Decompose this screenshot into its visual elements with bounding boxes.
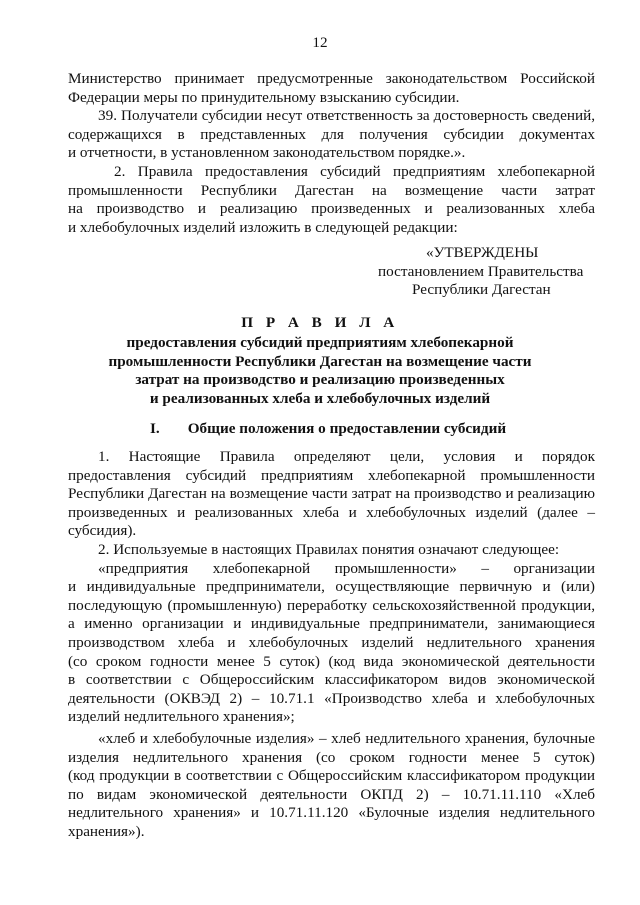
approval-block bbox=[376, 244, 596, 300]
clause-2-line: 2. Используемые в настоящих Правилах понятия означают следующее: bbox=[98, 540, 560, 558]
definition-1-line: производством хлеба и хлебобулочных изделий недлительного хранения bbox=[68, 633, 595, 651]
approval-line: постановлением Правительства bbox=[378, 262, 584, 280]
clause-1-line: субсидия). bbox=[68, 522, 137, 540]
approval-line: «УТВЕРЖДЕНЫ bbox=[426, 244, 539, 261]
section-number: I. bbox=[150, 420, 160, 437]
clause-39-line: содержащихся в представленных для получения субсидии документах bbox=[68, 125, 595, 143]
clause-1-line: произведенных и реализованных хлеба и хлебобулочных изделий (далее – bbox=[68, 503, 595, 521]
definition-2-line: недлительного хранения» и 10.71.11.120 «Булочные изделия недлительного bbox=[68, 804, 595, 822]
definition-2-line: хранения»). bbox=[68, 822, 145, 840]
intro-line: Министерство принимает предусмотренные законодательством Российской bbox=[68, 70, 595, 87]
rules-subtitle bbox=[0, 334, 640, 408]
rules-heading: П Р А В И Л А bbox=[241, 314, 399, 331]
clause-1-line: 1. Настоящие Правила определяют цели, условия и порядок bbox=[98, 448, 595, 465]
clause-1-line: Республики Дагестан на возмещение части затрат на производство и реализацию bbox=[68, 485, 595, 503]
rules-subtitle-line: промышленности Республики Дагестан на возмещение части bbox=[108, 352, 532, 370]
definition-2-line: изделия недлительного хранения (со сроком годности менее 5 суток) bbox=[68, 748, 595, 766]
page-number: 12 bbox=[312, 34, 328, 51]
item-2-line: и хлебобулочных изделий изложить в следующей редакции: bbox=[68, 218, 458, 236]
rules-subtitle-line: и реализованных хлеба и хлебобулочных изделий bbox=[149, 389, 491, 407]
approval-line: Республики Дагестан bbox=[412, 281, 551, 299]
item-2-line: на производство и реализацию произведенных и реализованных хлеба bbox=[68, 200, 595, 218]
section-title: Общие положения о предоставлении субсидий bbox=[187, 420, 507, 437]
definition-1-line: в соответствии с Общероссийским классификатором видов экономической bbox=[68, 671, 595, 689]
definition-2-line: «хлеб и хлебобулочные изделия» – хлеб недлительного хранения, булочные bbox=[98, 729, 595, 747]
item-2-line: промышленности Республики Дагестан на возмещение части затрат bbox=[68, 181, 595, 199]
intro-line: Федерации меры по принудительному взысканию субсидии. bbox=[68, 88, 460, 106]
definition-1-line: (со сроком годности менее 5 суток) (код вида экономической деятельности bbox=[68, 652, 595, 670]
clause-39-line: и отчетности, в установленном законодательством порядке.». bbox=[68, 144, 466, 162]
definition-1-line: последующую (промышленную) переработку сельскохозяйственной продукции, bbox=[68, 596, 595, 614]
clause-39-line: 39. Получатели субсидии несут ответственность за достоверность сведений, bbox=[98, 107, 595, 125]
definition-2-line: (код продукции в соответствии с Общероссийским классификатором продукции bbox=[68, 767, 595, 785]
definition-1-line: «предприятия хлебопекарной промышленности» – организации bbox=[98, 559, 595, 577]
clause-1-line: предоставления субсидий предприятиям хлебопекарной промышленности bbox=[68, 466, 595, 484]
section-heading bbox=[150, 420, 506, 439]
intro-block bbox=[68, 70, 595, 237]
definition-1-line: деятельности (ОКВЭД 2) – 10.71.1 «Производство хлеба и хлебобулочных bbox=[68, 689, 595, 707]
rules-subtitle-line: затрат на производство и реализацию произведенных bbox=[135, 371, 505, 389]
rules-subtitle-line: предоставления субсидий предприятиям хлебопекарной bbox=[126, 334, 514, 351]
definition-1-line: а именно организации и индивидуальные предприниматели, занимающиеся bbox=[68, 615, 595, 633]
clauses-block bbox=[68, 448, 595, 841]
definition-2-line: по видам экономической деятельности ОКПД 2) – 10.71.11.110 «Хлеб bbox=[68, 785, 595, 803]
definition-1-line: и индивидуальные предприниматели, осуществляющие первичную и (или) bbox=[68, 578, 595, 596]
item-2-line: 2. Правила предоставления субсидий предприятиям хлебопекарной bbox=[114, 162, 595, 180]
definition-1-line: изделий недлительного хранения»; bbox=[68, 708, 295, 726]
